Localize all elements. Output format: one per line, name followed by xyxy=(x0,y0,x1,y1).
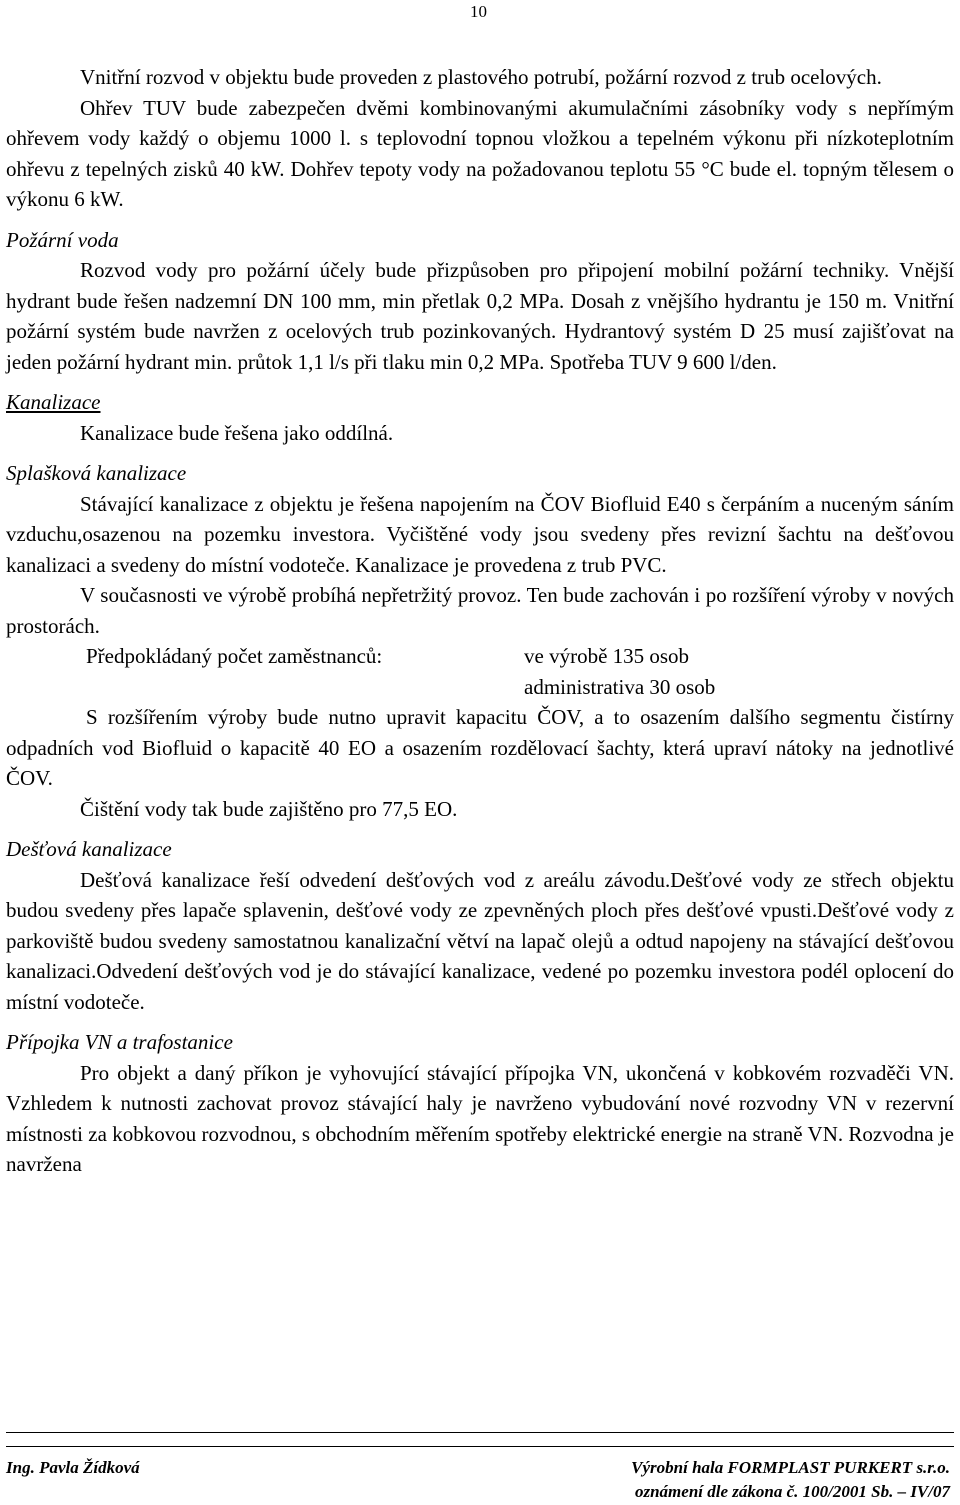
heading-power: Přípojka VN a trafostanice xyxy=(6,1030,233,1054)
footer-author: Ing. Pavla Žídková xyxy=(6,1458,140,1477)
staff-row-admin xyxy=(6,672,954,703)
paragraph-splash-existing: Stávající kanalizace z objektu je řešena napojením na ČOV Biofluid E40 s čerpáním a nuceným sáním vzduchu,osazenou na pozemku investora. Vyčištěné vody jsou svedeny přes revizní šachtu na dešťovou kanalizaci a svedeny do místní vodoteče. Kanalizace je provedena z trub PVC. xyxy=(6,491,954,577)
paragraph-power: Pro objekt a daný příkon je vyhovující stávající přípojka VN, ukončená v kobkovém rozvaděči VN. Vzhledem k nutnosti zachovat provoz stávající haly je navrženo vybudování nové rozvodny VN v rezervní místnosti za kobkovou rozvodnou, s obchodním měřením spotřeby elektrické energie na straně VN. Rozvodna je navržena xyxy=(6,1060,954,1176)
paragraph-rain-sewer: Dešťová kanalizace řeší odvedení dešťových vod z areálu závodu.Dešťové vody ze střech objektu budou svedeny přes lapače splavenin, dešťové vody ze zpevněných ploch přes dešťové vpusti.Dešťové vody z parkoviště budou svedeny samostatnou kanalizační větví na lapač olejů a odtud napojeny na stávající dešťovou kanalizaci.Odvedení dešťových vod je do stávající kanalizace, vedené po pozemku investora podél oplocení do místní vodoteče. xyxy=(6,867,954,1014)
staff-label: Předpokládaný počet zaměstnanců: xyxy=(86,644,383,668)
document-body xyxy=(6,62,954,1180)
footer-project: Výrobní hala FORMPLAST PURKERT s.r.o. xyxy=(631,1458,950,1477)
staff-production: ve výrobě 135 osob xyxy=(524,644,690,668)
heading-splash-sewer: Splašková kanalizace xyxy=(6,461,187,485)
footer-divider-top xyxy=(6,1432,954,1433)
page-number: 10 xyxy=(470,2,487,21)
staff-admin: administrativa 30 osob xyxy=(524,674,716,699)
heading-sewer: Kanalizace xyxy=(6,390,101,414)
paragraph-splash-capacity: Čištění vody tak bude zajištěno pro 77,5 EO. xyxy=(80,796,458,821)
paragraph-sewer: Kanalizace bude řešena jako oddílná. xyxy=(80,420,394,445)
paragraph-hot-water: Ohřev TUV bude zabezpečen dvěmi kombinovanými akumulačními zásobníky vody s nepřímým ohřevem vody každý o objemu 1000 l. s teplovodní topnou vložkou a tepelném výkonu při nízkoteplotním ohřevu z tepelných zisků 40 kW. Dohřev tepoty vody na požadovanou teplotu 55 °C bude el. topným tělesem o výkonu 6 kW. xyxy=(6,95,954,211)
staff-row-production xyxy=(6,641,954,672)
paragraph-interior-distribution: Vnitřní rozvod v objektu bude proveden z plastového potrubí, požární rozvod z trub ocelových. xyxy=(80,65,882,89)
footer-divider-bottom xyxy=(6,1446,954,1447)
heading-fire-water: Požární voda xyxy=(6,227,119,252)
footer-notice: oznámení dle zákona č. 100/2001 Sb. – IV/07 xyxy=(634,1482,950,1501)
paragraph-splash-expansion: S rozšířením výroby bude nutno upravit kapacitu ČOV, a to osazením dalšího segmentu čistírny odpadních vod Biofluid o kapacitě 40 EO a osazením rozdělovací šachty, která upraví nátoky na jednotlivé ČOV. xyxy=(6,705,954,790)
paragraph-splash-operation: V současnosti ve výrobě probíhá nepřetržitý provoz. Ten bude zachován i po rozšíření výroby v nových prostorách. xyxy=(6,583,954,638)
heading-rain-sewer: Dešťová kanalizace xyxy=(6,837,172,861)
paragraph-fire-water: Rozvod vody pro požární účely bude přizpůsoben pro připojení mobilní požární techniky. Vnější hydrant bude řešen nadzemní DN 100 mm, min přetlak 0,2 MPa. Dosah z vnějšího hydrantu je 150 m. Vnitřní požární systém bude navržen z ocelových trub pozinkovaných. Hydrantový systém D 25 musí zajišťovat na jeden požární hydrant min. průtok 1,1 l/s při tlaku min 0,2 MPa. Spotřeba TUV 9 600 l/den. xyxy=(6,258,954,374)
footer-line-1 xyxy=(6,1458,954,1478)
